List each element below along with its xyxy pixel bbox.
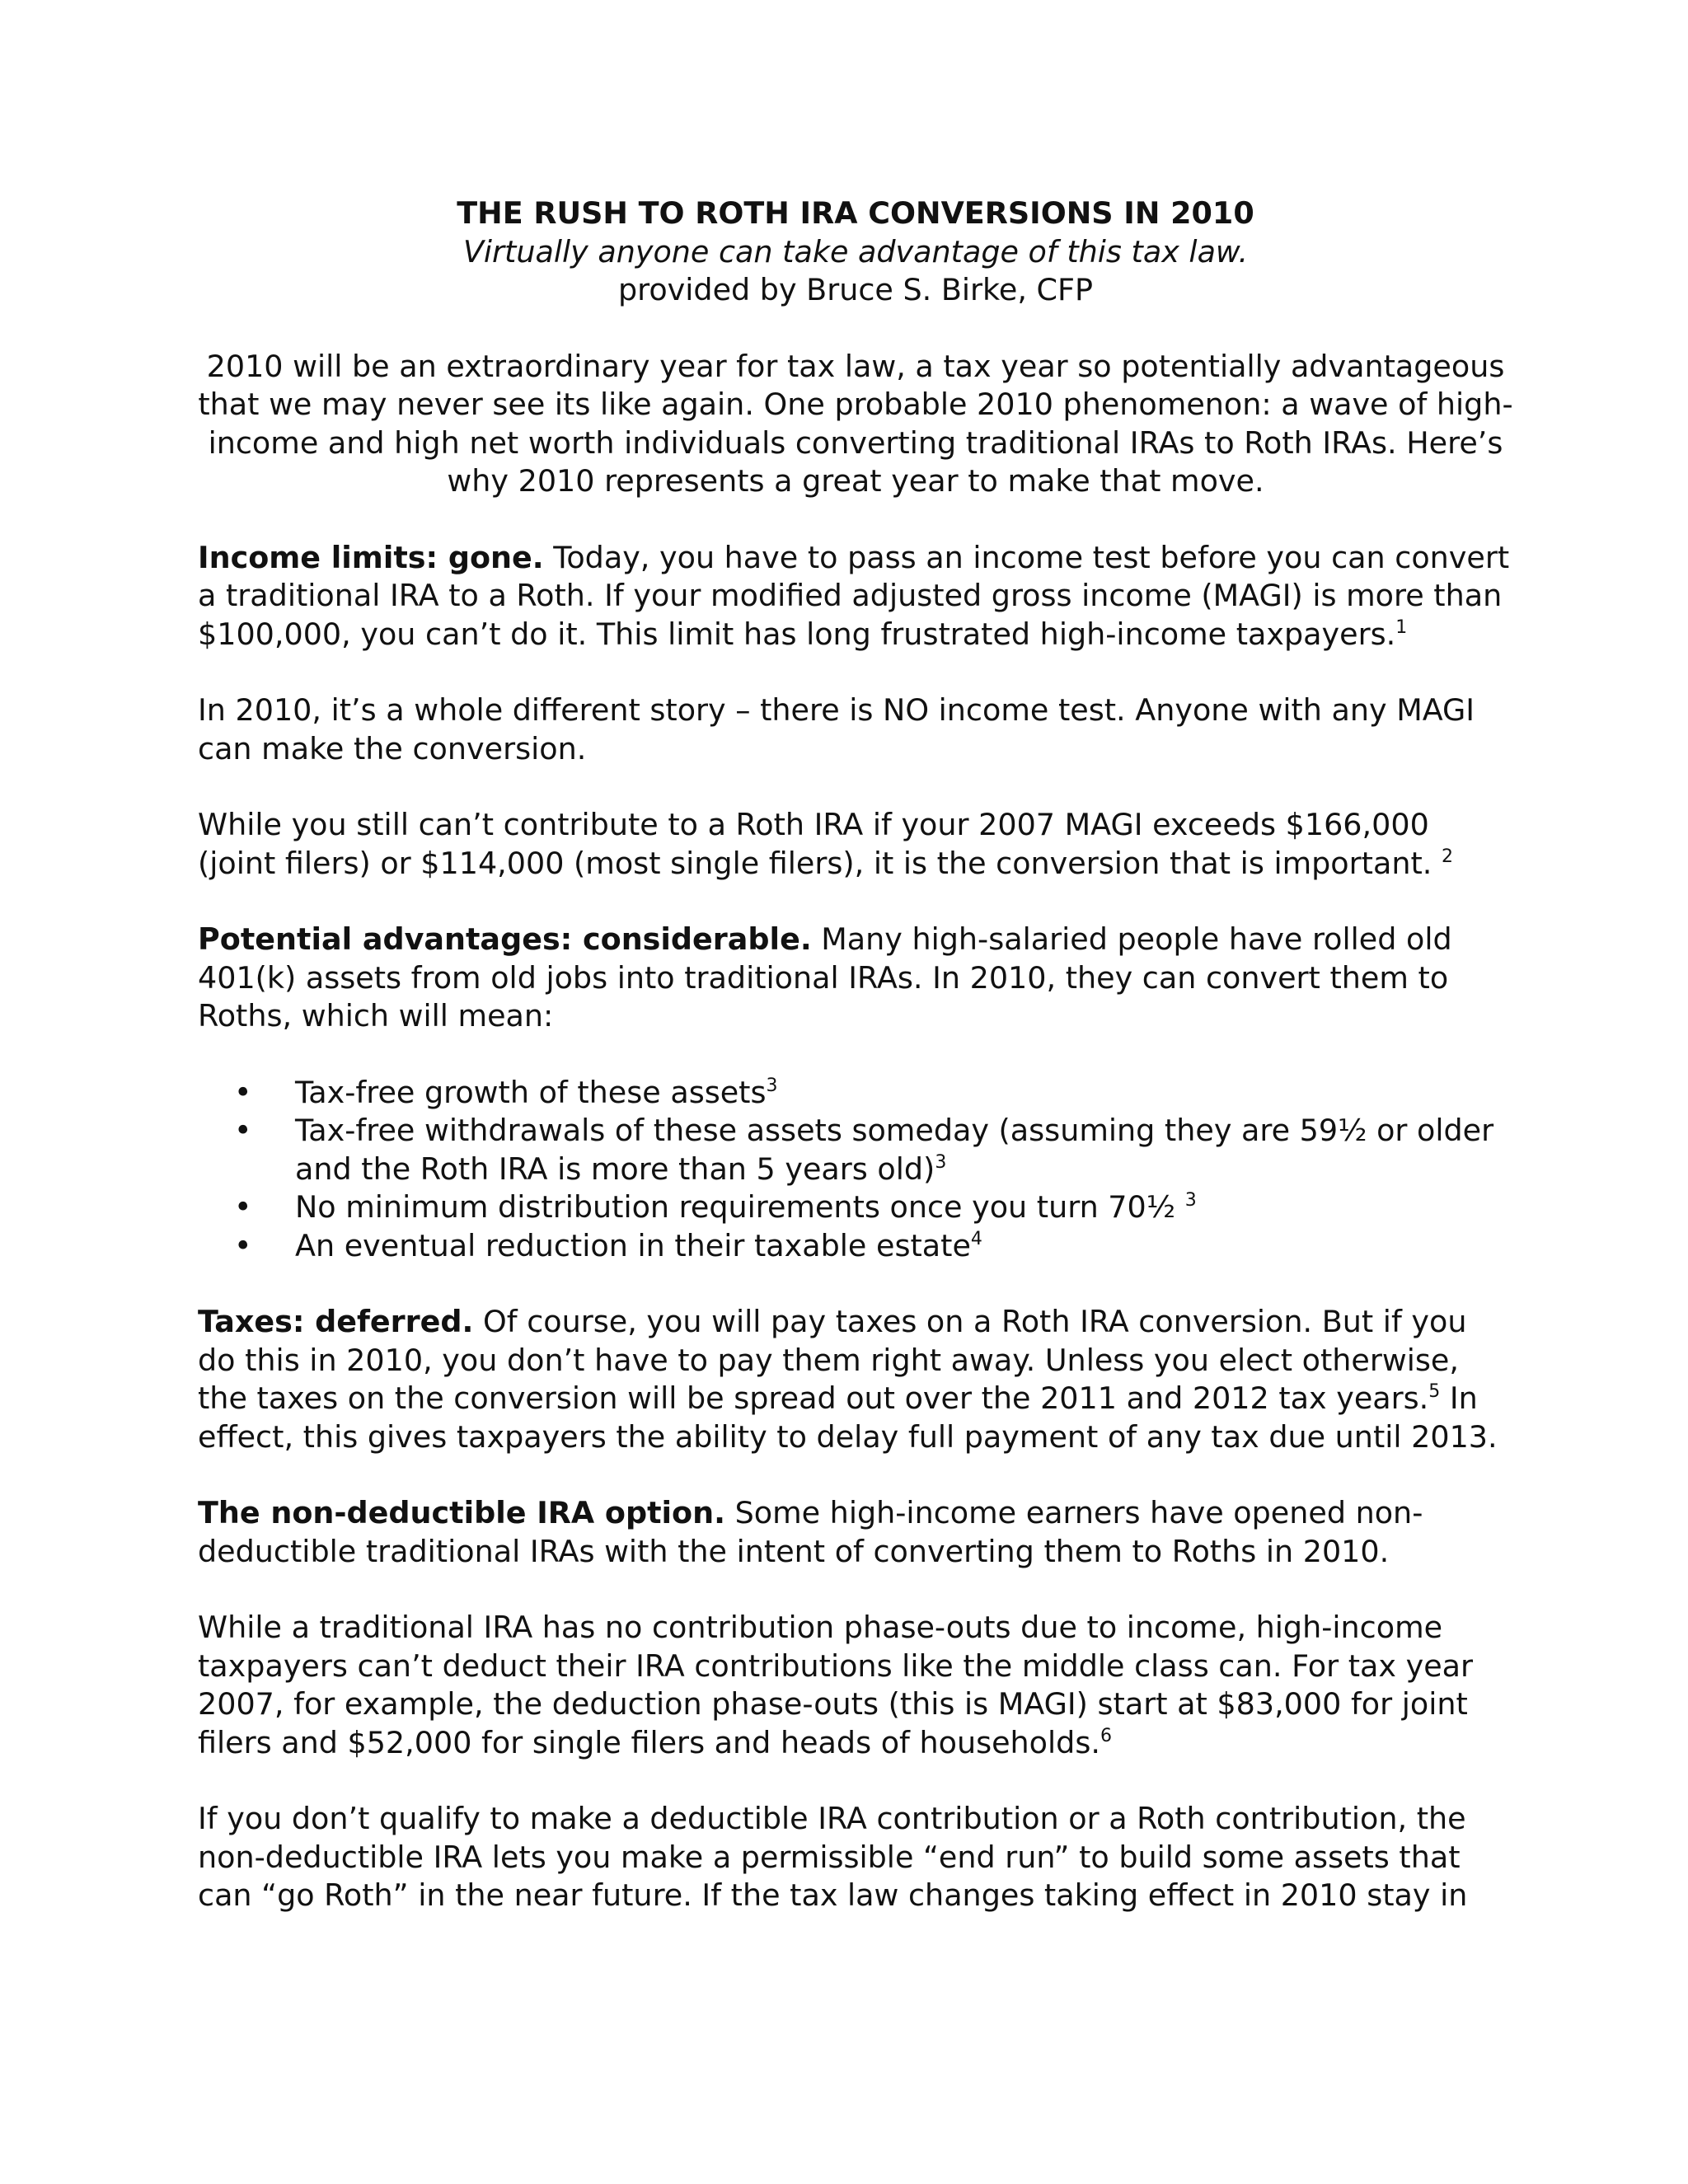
list-item — [234, 1188, 1513, 1227]
bullet-icon: • — [234, 1189, 252, 1225]
list-item-text: Tax-free growth of these assets — [295, 1074, 767, 1110]
advantages-heading: Potential advantages: considerable. — [198, 921, 812, 957]
taxes-heading: Taxes: deferred. — [198, 1304, 474, 1339]
contribution-limits-text: While you still can’t contribute to a Roth IRA if your 2007 MAGI exceeds $166,000 (joint filers) or $114,000 (most single filers), it is the conversion that is important. — [198, 807, 1442, 881]
footnote-ref-3: 3 — [935, 1151, 947, 1173]
list-item-text: Tax-free withdrawals of these assets someday (assuming they are 59½ or older and the Roth IRA is more than 5 years old) — [295, 1113, 1494, 1187]
footnote-ref-5: 5 — [1428, 1381, 1441, 1402]
nondeductible-paragraph — [198, 1494, 1513, 1571]
list-item — [234, 1227, 1513, 1266]
list-item — [234, 1112, 1513, 1188]
footnote-ref-2: 2 — [1441, 846, 1453, 867]
income-limits-paragraph — [198, 539, 1513, 654]
bullet-icon: • — [234, 1113, 252, 1148]
taxes-text-b: In effect, this gives taxpayers the ability to delay full payment of any tax due until 2013. — [198, 1380, 1498, 1455]
advantages-text: Many high-salaried people have rolled old 401(k) assets from old jobs into traditional IRAs. In 2010, they can convert them to Roths, which will mean: — [198, 921, 1452, 1033]
list-item-text: An eventual reduction in their taxable estate — [295, 1227, 971, 1263]
no-income-test-paragraph: In 2010, it’s a whole different story – there is NO income test. Anyone with any MAGI can make the conversion. — [198, 692, 1475, 766]
document-title: THE RUSH TO ROTH IRA CONVERSIONS IN 2010 — [457, 195, 1254, 231]
footnote-ref-6: 6 — [1100, 1725, 1112, 1746]
advantages-paragraph — [198, 921, 1513, 1036]
intro-paragraph: 2010 will be an extraordinary year for tax law, a tax year so potentially advantageous that we may never see its like again. One probable 2010 phenomenon: a wave of high-income and high net worth individuals converting traditional IRAs to Roth IRAs. Here’s why 2010 represents a great year to make that move. — [198, 348, 1513, 499]
phaseouts-paragraph — [198, 1609, 1513, 1762]
footnote-ref-4: 4 — [970, 1228, 982, 1249]
advantages-list — [198, 1074, 1513, 1266]
bullet-icon: • — [234, 1227, 252, 1263]
list-item — [234, 1074, 1513, 1113]
document-page — [198, 194, 1513, 1915]
nondeductible-text: Some high-income earners have opened non-deductible traditional IRAs with the intent of converting them to Roths in 2010. — [198, 1495, 1423, 1569]
contribution-limits-paragraph — [198, 806, 1513, 883]
income-limits-heading: Income limits: gone. — [198, 539, 544, 575]
footnote-ref-1: 1 — [1395, 616, 1408, 638]
list-item-text: No minimum distribution requirements once you turn 70½ — [295, 1189, 1185, 1225]
footnote-ref-3: 3 — [766, 1075, 778, 1096]
document-byline: provided by Bruce S. Birke, CFP — [617, 272, 1094, 307]
document-subtitle: Virtually anyone can take advantage of this tax law. — [462, 233, 1249, 269]
bullet-icon: • — [234, 1074, 252, 1110]
phaseouts-text: While a traditional IRA has no contribution phase-outs due to income, high-income taxpayers can’t deduct their IRA contributions like the middle class can. For tax year 2007, for example, the deduction phase-outs (this is MAGI) start at $83,000 for joint filers and $52,000 for single filers and heads of households. — [198, 1610, 1474, 1760]
taxes-text-a: Of course, you will pay taxes on a Roth IRA conversion. But if you do this in 2010, you don’t have to pay them right away. Unless you elect otherwise, the taxes on the conversion will be spread out over the 2011 and 2012 tax years. — [198, 1304, 1467, 1416]
end-run-paragraph: If you don’t qualify to make a deductible IRA contribution or a Roth contribution, the non-deductible IRA lets you make a permissible “end run” to build some assets that can “go Roth” in the near future. If the tax law changes taking effect in 2010 stay in — [198, 1801, 1468, 1913]
taxes-paragraph — [198, 1303, 1513, 1456]
income-limits-text: Today, you have to pass an income test before you can convert a traditional IRA to a Roth. If your modified adjusted gross income (MAGI) is more than $100,000, you can’t do it. This limit has long frustrated high-income taxpayers. — [198, 539, 1510, 652]
nondeductible-heading: The non-deductible IRA option. — [198, 1495, 725, 1530]
footnote-ref-3: 3 — [1184, 1190, 1197, 1211]
